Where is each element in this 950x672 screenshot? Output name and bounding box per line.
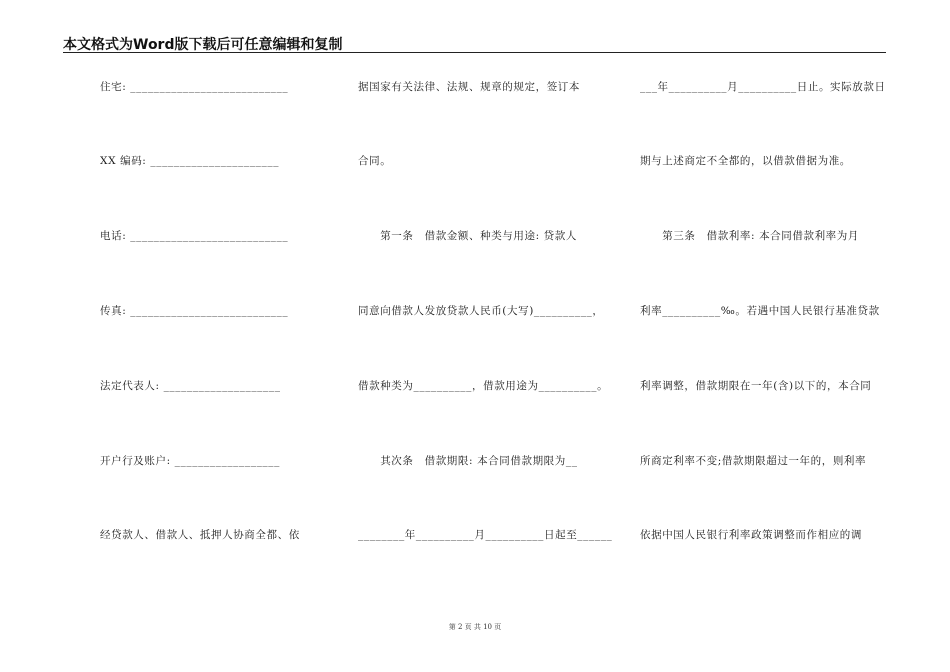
text-line: 其次条 借款期限: 本合同借款期限为__ [358, 455, 578, 467]
text-line: 利率调整，借款期限在一年(含)以下的，本合同 [640, 380, 872, 392]
document-header: 本文格式为Word版下载后可任意编辑和复制 [63, 37, 343, 53]
text-line: 住宅: ___________________________ [100, 81, 289, 93]
text-line: 利率__________‰。若遇中国人民银行基准贷款 [640, 305, 880, 317]
text-line: 第三条 借款利率: 本合同借款利率为月 [640, 230, 859, 242]
text-line: ________年__________月__________日起至______ [358, 529, 613, 541]
text-line: ___年__________月__________日止。实际放款日 [640, 81, 886, 93]
header-rule [63, 52, 886, 53]
text-line: 法定代表人: ____________________ [100, 380, 281, 392]
text-line: XX 编码: ______________________ [100, 155, 280, 167]
text-line: 依据中国人民银行利率政策调整而作相应的调 [640, 529, 862, 541]
text-line: 传真: ___________________________ [100, 305, 289, 317]
text-line: 经贷款人、借款人、抵押人协商全都、依 [100, 529, 300, 541]
text-line: 电话: ___________________________ [100, 230, 289, 242]
text-line: 第一条 借款金额、种类与用途: 贷款人 [358, 230, 577, 242]
text-line: 同意向借款人发放贷款人民币(大写)__________， [358, 305, 604, 317]
text-line: 据国家有关法律、法规、规章的规定，签订本 [358, 81, 580, 93]
text-line: 借款种类为__________，借款用途为__________。 [358, 380, 609, 392]
text-line: 期与上述商定不全都的，以借款借据为准。 [640, 155, 851, 167]
text-line: 合同。 [358, 155, 392, 167]
text-line: 所商定利率不变;借款期限超过一年的，则利率 [640, 455, 867, 467]
page-number: 第 2 页 共 10 页 [448, 623, 502, 631]
text-line: 开户行及账户: __________________ [100, 455, 280, 467]
